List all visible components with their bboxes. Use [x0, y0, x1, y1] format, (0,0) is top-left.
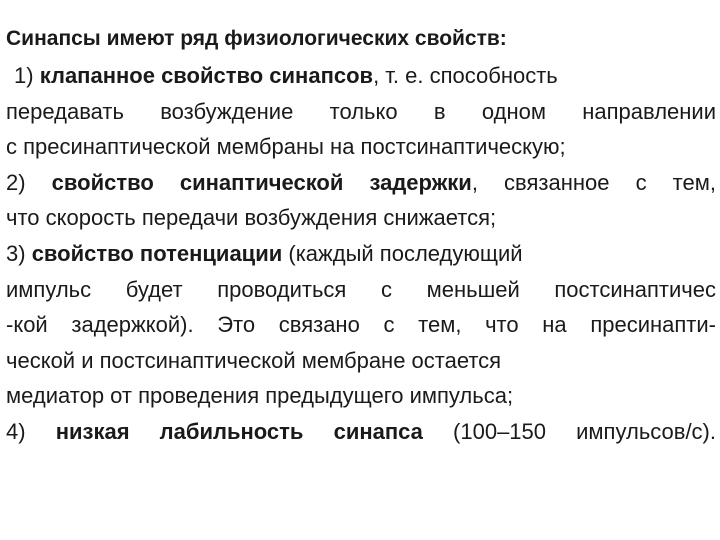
bold-term: низкая лабильность синапса	[55, 418, 423, 444]
text-line	[6, 343, 716, 379]
text-segment: ческой и постсинаптической мембране остается	[6, 347, 502, 373]
slide-content	[6, 20, 716, 450]
bold-term: свойство потенциации	[31, 240, 283, 266]
property-item	[6, 236, 716, 414]
property-item	[6, 165, 716, 236]
text-line	[6, 414, 716, 450]
text-segment: 2)	[6, 169, 52, 195]
text-line	[6, 307, 716, 343]
text-line	[6, 378, 716, 414]
text-segment: (100–150 импульсов/с).	[422, 418, 716, 444]
slide-heading: Синапсы имеют ряд физиологических свойств:	[6, 27, 507, 50]
property-list	[6, 58, 716, 450]
property-item	[6, 414, 716, 450]
text-segment: 4)	[6, 418, 56, 444]
text-segment: передавать возбуждение только в одном направлении	[6, 98, 716, 124]
text-line	[6, 129, 716, 165]
text-segment: 3)	[6, 240, 32, 266]
text-segment: что скорость передачи возбуждения снижается;	[6, 205, 497, 231]
text-line	[6, 200, 716, 236]
text-segment: (каждый последующий	[282, 240, 523, 266]
text-line	[6, 94, 716, 130]
text-segment: импульс будет проводиться с меньшей постсинаптичес	[6, 276, 716, 302]
text-line	[6, 165, 716, 201]
text-segment: , т. е. способность	[373, 63, 558, 88]
text-line	[6, 272, 716, 308]
text-segment: 1)	[14, 63, 40, 88]
text-segment: с пресинаптической мембраны на постсинаптическую;	[6, 134, 566, 160]
text-line	[6, 58, 716, 94]
text-segment: -кой задержкой). Это связано с тем, что на пресинапти-	[6, 312, 716, 338]
bold-term: свойство синаптической задержки	[51, 169, 472, 195]
bold-term: клапанное свойство синапсов	[39, 63, 374, 88]
property-item	[6, 58, 716, 165]
text-segment: медиатор от проведения предыдущего импульса;	[6, 383, 514, 409]
text-segment: , связанное с тем,	[471, 169, 716, 195]
text-line	[6, 236, 716, 272]
